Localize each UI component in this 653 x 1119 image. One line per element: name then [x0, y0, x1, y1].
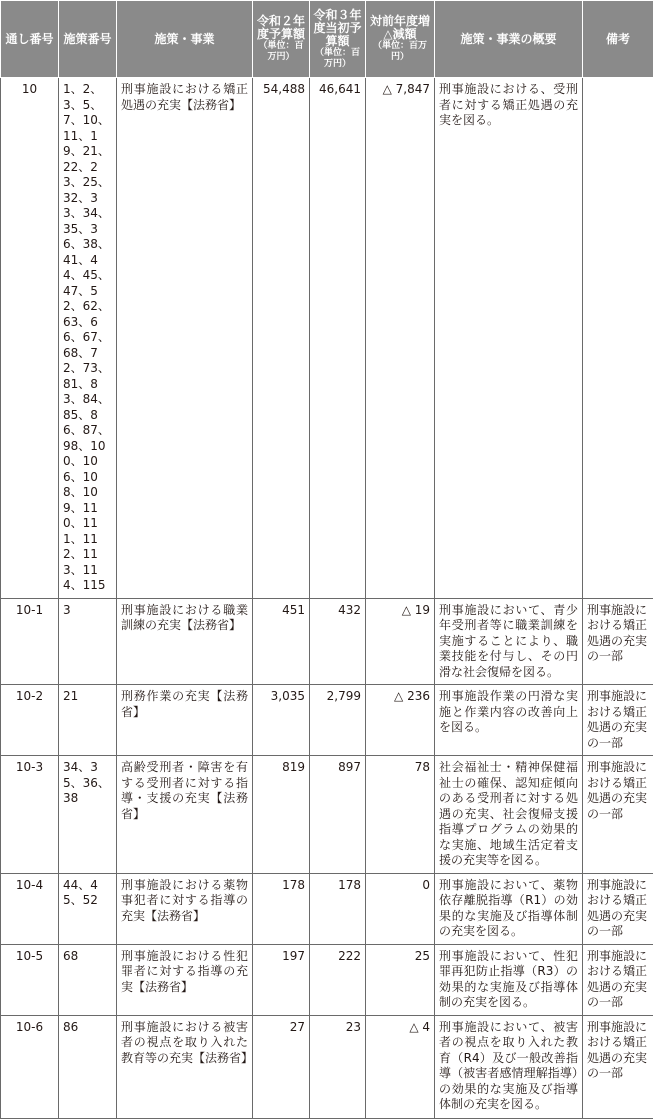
- cell-serial: 10-2: [1, 685, 59, 756]
- cell-summary: 社会福祉士・精神保健福祉士の確保、認知症傾向のある受刑者に対する処遇の充実、社会復帰支援指導プログラムの効果的な実施、地域生活定着支援の充実等を図る。: [435, 756, 583, 874]
- cell-serial: 10-1: [1, 598, 59, 685]
- header-row: [1, 1, 653, 78]
- cell-policy-no: 34、35、36、38: [59, 756, 117, 874]
- cell-r2-budget: 819: [253, 756, 310, 874]
- cell-r2-budget: 197: [253, 944, 310, 1015]
- header-summary: 施策・事業の概要: [435, 1, 583, 78]
- cell-diff: 25: [366, 944, 435, 1015]
- table-row: [1, 756, 653, 874]
- cell-diff: △ 4: [366, 1015, 435, 1118]
- header-r3-label: 令和３年度当初予算額: [313, 8, 361, 48]
- cell-r2-budget: 27: [253, 1015, 310, 1118]
- cell-measure: 刑事施設における性犯罪者に対する指導の充実【法務省】: [117, 944, 253, 1015]
- cell-policy-no: 3: [59, 598, 117, 685]
- header-r3-unit: （単位：百万円）: [312, 48, 363, 70]
- cell-measure: 刑事施設における矯正処遇の充実【法務省】: [117, 78, 253, 599]
- header-measure: 施策・事業: [117, 1, 253, 78]
- cell-policy-no: 68: [59, 944, 117, 1015]
- cell-serial: 10-3: [1, 756, 59, 874]
- cell-remarks: 刑事施設における矯正処遇の充実の一部: [583, 873, 653, 944]
- cell-diff: △ 19: [366, 598, 435, 685]
- cell-serial: 10: [1, 78, 59, 599]
- cell-measure: 刑事施設における薬物事犯者に対する指導の充実【法務省】: [117, 873, 253, 944]
- cell-r2-budget: 451: [253, 598, 310, 685]
- table-row: [1, 685, 653, 756]
- cell-summary: 刑事施設作業の円滑な実施と作業内容の改善向上を図る。: [435, 685, 583, 756]
- header-r2-budget: [253, 1, 310, 78]
- cell-measure: 刑事施設における職業訓練の充実【法務省】: [117, 598, 253, 685]
- cell-summary: 刑事施設において、薬物依存離脱指導（R1）の効果的な実施及び指導体制の充実を図る。: [435, 873, 583, 944]
- cell-remarks: 刑事施設における矯正処遇の充実の一部: [583, 756, 653, 874]
- cell-summary: 刑事施設において、被害者の視点を取り入れた教育（R4）及び一般改善指導（被害者感情理解指導）の効果的な実施及び指導体制の充実を図る。: [435, 1015, 583, 1118]
- cell-r3-budget: 897: [310, 756, 366, 874]
- header-r2-unit: （単位：百万円）: [255, 41, 307, 63]
- cell-policy-no: 1、2、3、5、7、10、11、19、21、22、23、25、32、33、34、35、36、38、41、44、45、47、52、62、63、66、67、68、72、73、81、83、84、85、86、87、98、100、106、108、109、110、111、112、113、114、115: [59, 78, 117, 599]
- header-diff-label: 対前年度増△減額: [370, 14, 430, 41]
- header-r3-budget: [310, 1, 366, 78]
- header-diff-unit: （単位：百万円）: [368, 41, 432, 63]
- cell-r2-budget: 3,035: [253, 685, 310, 756]
- cell-summary: 刑事施設において、性犯罪再犯防止指導（R3）の効果的な実施及び指導体制の充実を図る。: [435, 944, 583, 1015]
- cell-r2-budget: 178: [253, 873, 310, 944]
- cell-remarks: 刑事施設における矯正処遇の充実の一部: [583, 944, 653, 1015]
- table-row: [1, 873, 653, 944]
- header-r2-label: 令和２年度予算額: [257, 14, 305, 41]
- cell-r3-budget: 432: [310, 598, 366, 685]
- cell-policy-no: 21: [59, 685, 117, 756]
- cell-diff: 0: [366, 873, 435, 944]
- cell-measure: 刑事施設における被害者の視点を取り入れた教育等の充実【法務省】: [117, 1015, 253, 1118]
- header-policy-no: 施策番号: [59, 1, 117, 78]
- cell-serial: 10-5: [1, 944, 59, 1015]
- cell-serial: 10-4: [1, 873, 59, 944]
- cell-policy-no: 44、45、52: [59, 873, 117, 944]
- cell-r3-budget: 2,799: [310, 685, 366, 756]
- header-remarks: 備考: [583, 1, 653, 78]
- cell-remarks: [583, 78, 653, 599]
- cell-remarks: 刑事施設における矯正処遇の充実の一部: [583, 598, 653, 685]
- cell-remarks: 刑事施設における矯正処遇の充実の一部: [583, 1015, 653, 1118]
- cell-r2-budget: 54,488: [253, 78, 310, 599]
- cell-summary: 刑事施設において、青少年受刑者等に職業訓練を実施することにより、職業技能を付与し、その円滑な社会復帰を図る。: [435, 598, 583, 685]
- cell-measure: 刑務作業の充実【法務省】: [117, 685, 253, 756]
- header-diff: [366, 1, 435, 78]
- cell-r3-budget: 178: [310, 873, 366, 944]
- cell-summary: 刑事施設における、受刑者に対する矯正処遇の充実を図る。: [435, 78, 583, 599]
- table-row: [1, 1015, 653, 1118]
- cell-serial: 10-6: [1, 1015, 59, 1118]
- cell-remarks: 刑事施設における矯正処遇の充実の一部: [583, 685, 653, 756]
- header-serial: 通し番号: [1, 1, 59, 78]
- cell-measure: 高齢受刑者・障害を有する受刑者に対する指導・支援の充実【法務省】: [117, 756, 253, 874]
- cell-diff: △ 236: [366, 685, 435, 756]
- table-row: [1, 944, 653, 1015]
- table-row: [1, 78, 653, 599]
- cell-diff: △ 7,847: [366, 78, 435, 599]
- table-row: [1, 598, 653, 685]
- cell-r3-budget: 23: [310, 1015, 366, 1118]
- cell-policy-no: 86: [59, 1015, 117, 1118]
- cell-r3-budget: 222: [310, 944, 366, 1015]
- cell-diff: 78: [366, 756, 435, 874]
- cell-r3-budget: 46,641: [310, 78, 366, 599]
